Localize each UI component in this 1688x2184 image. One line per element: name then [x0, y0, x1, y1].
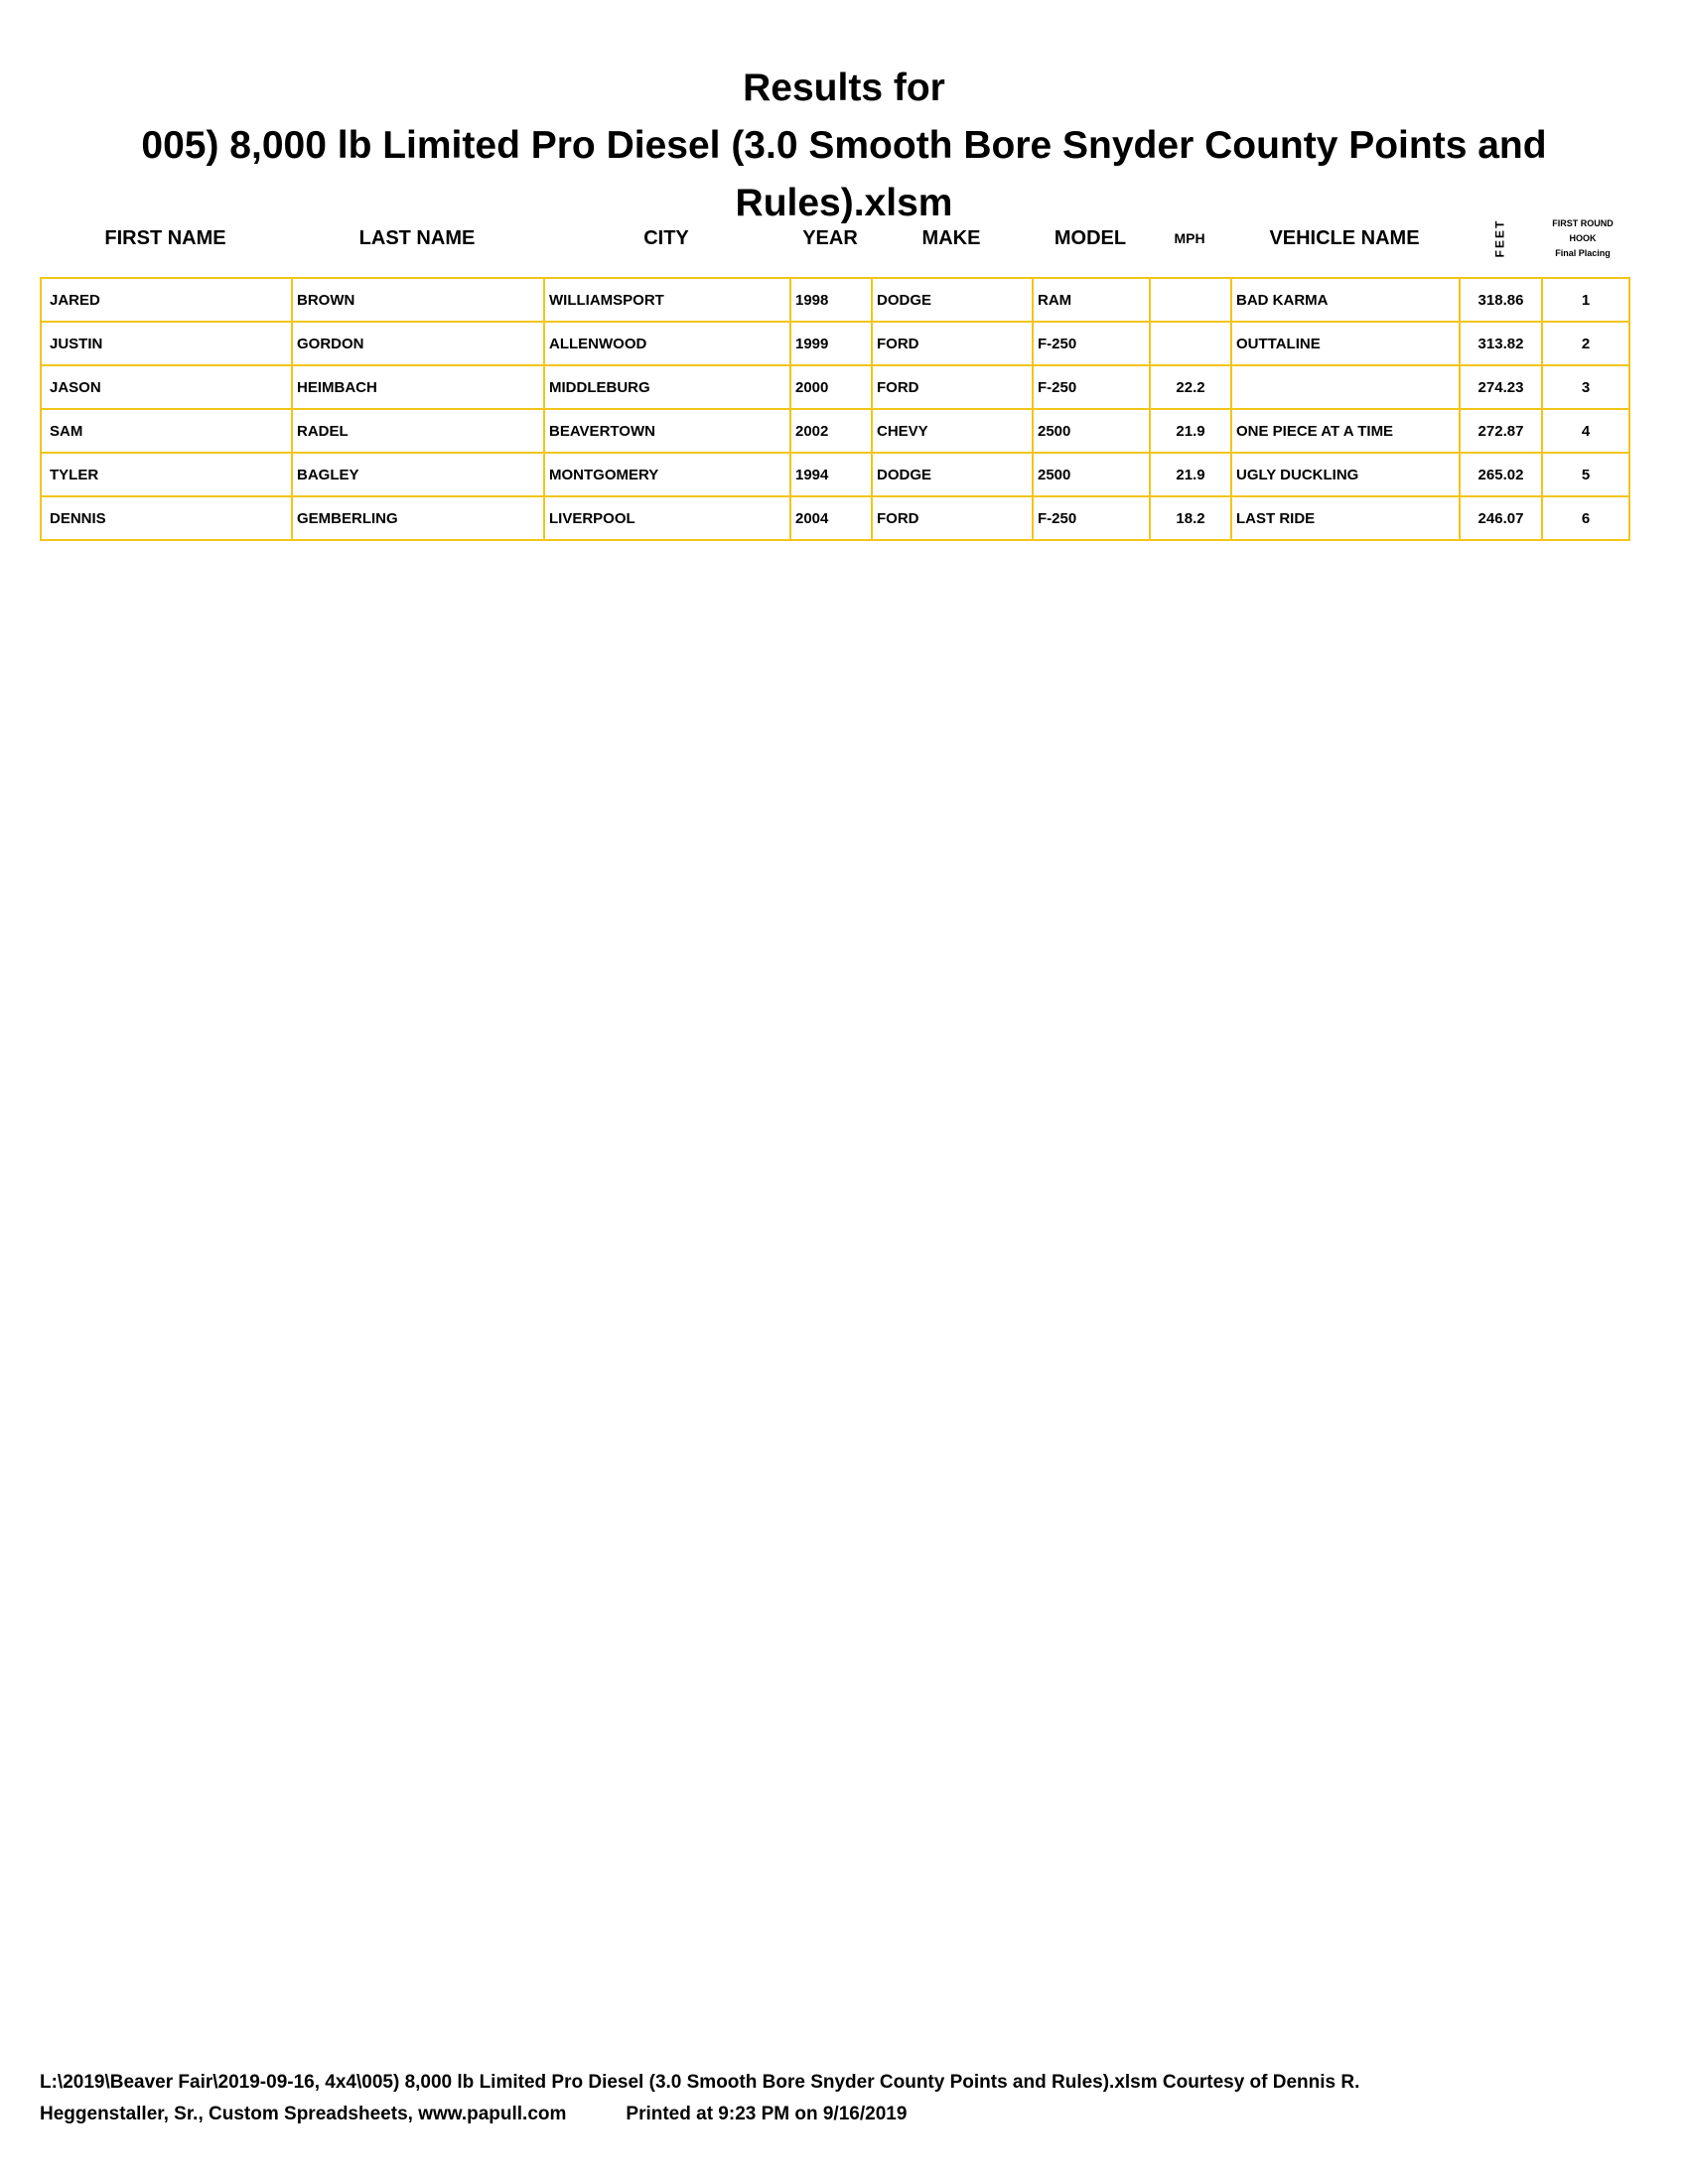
cell-city: MIDDLEBURG [544, 365, 790, 409]
cell-make: DODGE [872, 453, 1033, 496]
header-placing-line2: HOOK [1569, 232, 1597, 243]
cell-placing: 5 [1542, 453, 1629, 496]
header-first-name: FIRST NAME [104, 226, 226, 249]
cell-model: 2500 [1033, 409, 1150, 453]
page-title [0, 60, 1688, 232]
header-city: CITY [643, 226, 689, 249]
cell-make: CHEVY [872, 409, 1033, 453]
cell-feet: 246.07 [1460, 496, 1542, 540]
footer-printed: Printed at 9:23 PM on 9/16/2019 [626, 2104, 908, 2124]
cell-vehicle-name: LAST RIDE [1231, 496, 1460, 540]
cell-placing: 3 [1542, 365, 1629, 409]
cell-year: 2000 [790, 365, 872, 409]
cell-vehicle-name [1231, 365, 1460, 409]
table-row [41, 322, 1629, 365]
cell-make: FORD [872, 365, 1033, 409]
header-make: MAKE [921, 226, 981, 249]
cell-mph: 22.2 [1150, 365, 1231, 409]
footer-credit-line [40, 2099, 1628, 2130]
cell-first-name: DENNIS [41, 496, 292, 540]
title-line-3: Rules).xlsm [735, 182, 953, 224]
cell-placing: 2 [1542, 322, 1629, 365]
cell-vehicle-name: UGLY DUCKLING [1231, 453, 1460, 496]
cell-model: F-250 [1033, 322, 1150, 365]
title-line-1: Results for [743, 67, 945, 109]
cell-year: 2002 [790, 409, 872, 453]
results-table [40, 277, 1630, 541]
header-placing-line1: FIRST ROUND [1552, 217, 1614, 228]
header-last-name: LAST NAME [358, 226, 476, 249]
cell-vehicle-name: OUTTALINE [1231, 322, 1460, 365]
cell-mph: 21.9 [1150, 409, 1231, 453]
cell-placing: 4 [1542, 409, 1629, 453]
footer-credit: Heggenstaller, Sr., Custom Spreadsheets, www.papull.com [40, 2104, 567, 2124]
cell-model: RAM [1033, 278, 1150, 322]
cell-mph: 21.9 [1150, 453, 1231, 496]
cell-feet: 274.23 [1460, 365, 1542, 409]
cell-last-name: GEMBERLING [292, 496, 544, 540]
cell-city: LIVERPOOL [544, 496, 790, 540]
cell-model: F-250 [1033, 496, 1150, 540]
header-model: MODEL [1054, 226, 1127, 249]
header-feet [1459, 213, 1541, 263]
table-row [41, 365, 1629, 409]
header-feet-label: FEET [1492, 218, 1507, 258]
cell-year: 1999 [790, 322, 872, 365]
cell-year: 2004 [790, 496, 872, 540]
cell-first-name: JARED [41, 278, 292, 322]
cell-last-name: BAGLEY [292, 453, 544, 496]
cell-last-name: RADEL [292, 409, 544, 453]
cell-vehicle-name: BAD KARMA [1231, 278, 1460, 322]
cell-year: 1994 [790, 453, 872, 496]
footer-path-line: L:\2019\Beaver Fair\2019-09-16, 4x4\005) 8,000 lb Limited Pro Diesel (3.0 Smooth Bore Snyder County Points and Rules).xlsm Courtesy of Dennis R. [40, 2072, 1360, 2093]
cell-last-name: HEIMBACH [292, 365, 544, 409]
cell-make: FORD [872, 496, 1033, 540]
cell-placing: 6 [1542, 496, 1629, 540]
cell-make: DODGE [872, 278, 1033, 322]
cell-first-name: TYLER [41, 453, 292, 496]
cell-mph [1150, 322, 1231, 365]
cell-city: BEAVERTOWN [544, 409, 790, 453]
cell-feet: 265.02 [1460, 453, 1542, 496]
table-row [41, 496, 1629, 540]
header-placing [1541, 213, 1624, 263]
cell-model: 2500 [1033, 453, 1150, 496]
cell-placing: 1 [1542, 278, 1629, 322]
header-year: YEAR [802, 226, 858, 249]
table-row [41, 278, 1629, 322]
cell-make: FORD [872, 322, 1033, 365]
header-mph: MPH [1174, 230, 1205, 246]
header-placing-line3: Final Placing [1555, 247, 1611, 258]
footer [40, 2067, 1628, 2130]
cell-feet: 318.86 [1460, 278, 1542, 322]
table-row [41, 453, 1629, 496]
cell-feet: 272.87 [1460, 409, 1542, 453]
cell-mph: 18.2 [1150, 496, 1231, 540]
cell-last-name: GORDON [292, 322, 544, 365]
column-headers [40, 213, 1628, 263]
results-body [41, 278, 1629, 540]
cell-city: MONTGOMERY [544, 453, 790, 496]
cell-vehicle-name: ONE PIECE AT A TIME [1231, 409, 1460, 453]
cell-last-name: BROWN [292, 278, 544, 322]
cell-model: F-250 [1033, 365, 1150, 409]
title-line-2: 005) 8,000 lb Limited Pro Diesel (3.0 Smooth Bore Snyder County Points and [141, 124, 1547, 167]
table-row [41, 409, 1629, 453]
cell-first-name: SAM [41, 409, 292, 453]
cell-year: 1998 [790, 278, 872, 322]
cell-first-name: JUSTIN [41, 322, 292, 365]
cell-feet: 313.82 [1460, 322, 1542, 365]
cell-city: ALLENWOOD [544, 322, 790, 365]
cell-first-name: JASON [41, 365, 292, 409]
cell-mph [1150, 278, 1231, 322]
header-vehicle-name: VEHICLE NAME [1269, 226, 1420, 249]
cell-city: WILLIAMSPORT [544, 278, 790, 322]
